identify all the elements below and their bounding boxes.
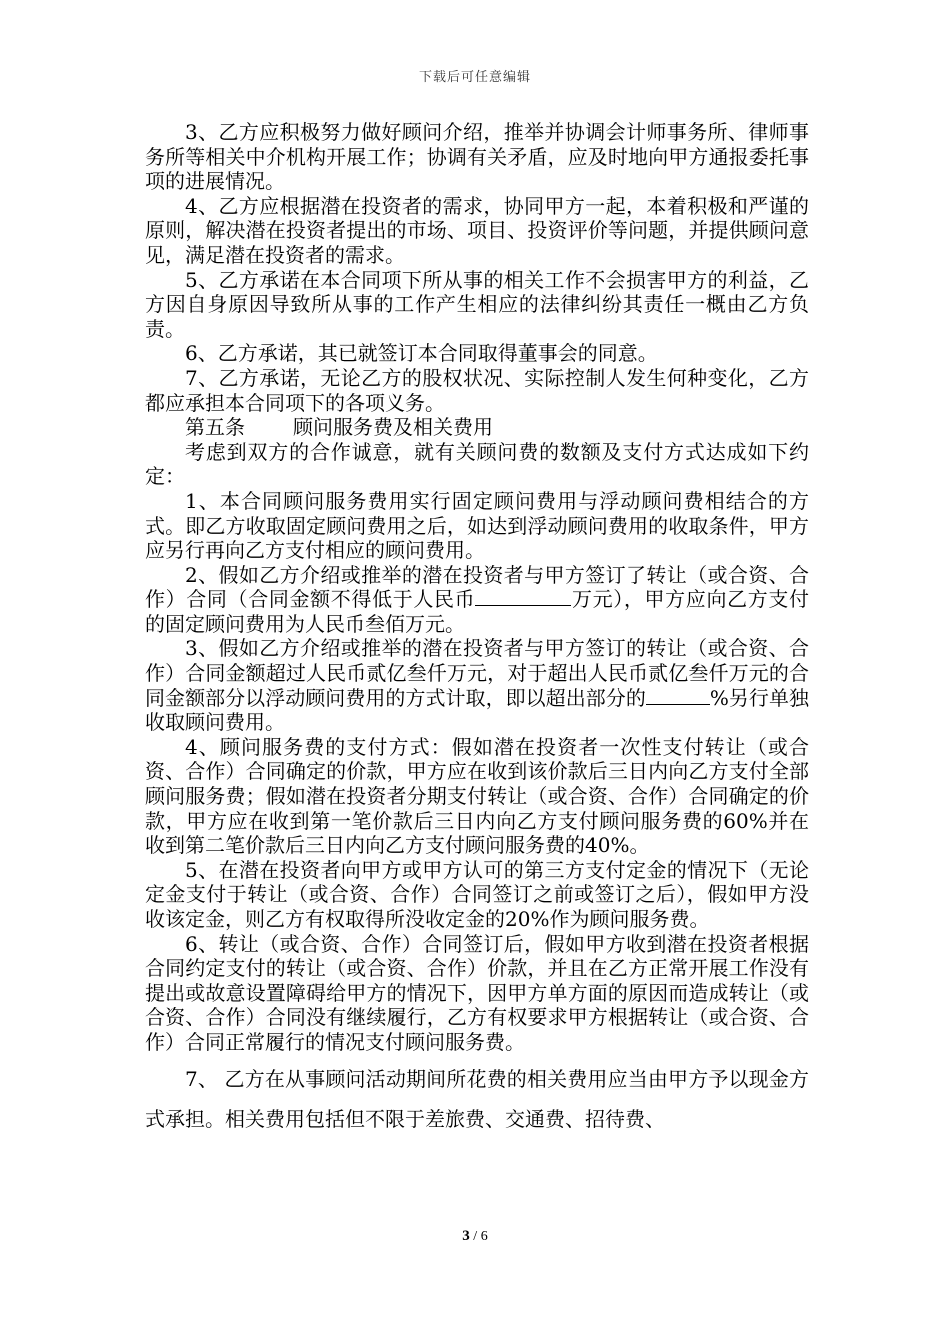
clause-paragraph: 5、乙方承诺在本合同项下所从事的相关工作不会损害甲方的利益，乙方因自身原因导致所从事的工作产生相应的法律纠纷其责任一概由乙方负责。 — [145, 267, 809, 341]
clause-paragraph: 5、在潜在投资者向甲方或甲方认可的第三方支付定金的情况下（无论定金支付于转让（或合资、合作）合同签订之前或签订之后），假如甲方没收该定金，则乙方有权取得所没收定金的20%作为顾问服务费。 — [145, 857, 809, 931]
clause-text: 万元），甲方应向乙方支付的固定顾问费用为人民币叁佰万元。 — [145, 587, 810, 636]
contract-body — [145, 120, 809, 1139]
clause-paragraph: 4、乙方应根据潜在投资者的需求，协同甲方一起，本着积极和严谨的原则，解决潜在投资者提出的市场、项目、投资评价等问题，并提供顾问意见，满足潜在投资者的需求。 — [145, 193, 809, 267]
clause-text: 2、假如乙方介绍或推举的潜在投资者与甲方签订了转让（或合资、合作）合同（合同金额不得低于人民币 — [145, 562, 809, 612]
page-current: 3 — [462, 1228, 470, 1244]
clause-paragraph: 3、乙方应积极努力做好顾问介绍，推举并协调会计师事务所、律师事务所等相关中介机构开展工作；协调有关矛盾，应及时地向甲方通报委托事项的进展情况。 — [145, 120, 809, 194]
clause-paragraph: 1、本合同顾问服务费用实行固定顾问费用与浮动顾问费相结合的方式。即乙方收取固定顾问费用之后，如达到浮动顾问费用的收取条件，甲方应另行再向乙方支付相应的顾问费用。 — [145, 488, 809, 563]
page-total: 6 — [480, 1229, 488, 1244]
article-intro: 考虑到双方的合作诚意，就有关顾问费的数额及支付方式达成如下约定： — [145, 439, 809, 489]
page-header-note: 下载后可任意编辑 — [418, 70, 531, 85]
page-separator: / — [469, 1229, 481, 1244]
amount-blank — [475, 587, 571, 606]
article-heading — [145, 415, 809, 440]
clause-paragraph: 6、乙方承诺，其已就签订本合同取得董事会的同意。 — [185, 341, 658, 366]
clause-paragraph: 7、乙方承诺，无论乙方的股权状况、实际控制人发生何种变化，乙方都应承担本合同项下的各项义务。 — [145, 365, 809, 415]
clause-paragraph — [145, 563, 809, 637]
article-number: 第五条 — [185, 415, 245, 440]
page-number — [0, 1228, 950, 1245]
article-title: 顾问服务费及相关费用 — [293, 415, 493, 440]
clause-text: 3、假如乙方介绍或推举的潜在投资者与甲方签订的转让（或合资、合作）合同金额超过人民币贰亿叁仟万元，对于超出人民币贰亿叁仟万元的合同金额部分以浮动顾问费用的方式计取，即以超出部分的 — [145, 636, 809, 710]
clause-text: %另行单独收取顾问费用。 — [145, 685, 809, 735]
clause-paragraph: 4、顾问服务费的支付方式：假如潜在投资者一次性支付转让（或合资、合作）合同确定的价款，甲方应在收到该价款后三日内向乙方支付全部顾问服务费；假如潜在投资者分期支付转让（或合资、合作）合同确定的价款，甲方应在收到第一笔价款后三日内向乙方支付顾问服务费的60%并在收到第二笔价款后三日内向乙方支付顾问服务费的40%。 — [145, 734, 809, 858]
clause-paragraph: 7、 乙方在从事顾问活动期间所花费的相关费用应当由甲方予以现金方式承担。相关费用包括但不限于差旅费、交通费、招待费、 — [145, 1066, 809, 1131]
clause-paragraph — [145, 636, 809, 734]
percent-blank — [646, 686, 710, 705]
clause-paragraph: 6、转让（或合资、合作）合同签订后，假如甲方收到潜在投资者根据合同约定支付的转让（或合资、合作）价款，并且在乙方正常开展工作没有提出或故意设置障碍给甲方的情况下，因甲方单方面的原因而造成转让（或合资、合作）合同没有继续履行，乙方有权要求甲方根据转让（或合资、合作）合同正常履行的情况支付顾问服务费。 — [145, 931, 809, 1054]
